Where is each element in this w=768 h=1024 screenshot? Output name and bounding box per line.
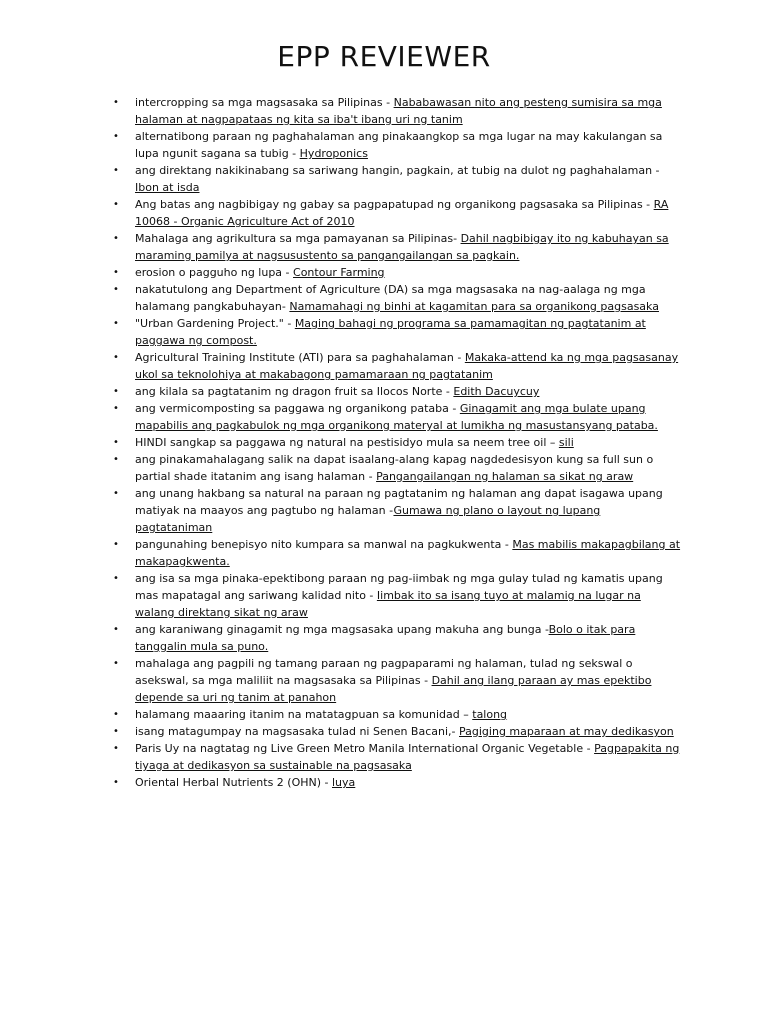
list-item: [113, 349, 681, 383]
question-text: Paris Uy na nagtatag ng Live Green Metro Manila International Organic Vegetable -: [135, 742, 595, 755]
bullet-icon: •: [113, 403, 119, 414]
bullet-icon: •: [113, 352, 119, 363]
answer-text: Makaka-attend ka ng mga pagsasanay ukol sa teknolohiya at makabagong pamamaraan ng pagtatanim: [135, 351, 679, 381]
list-item: [113, 706, 681, 723]
bullet-icon: •: [113, 573, 119, 584]
answer-text: talong: [472, 708, 508, 721]
bullet-icon: •: [113, 454, 119, 465]
answer-text: luya: [332, 776, 356, 789]
list-item: [113, 128, 681, 162]
question-text: mahalaga ang pagpili ng tamang paraan ng pagpaparami ng halaman, tulad ng sekswal o asekswal, sa mga maliliit na magsasaka sa Pilipinas -: [135, 657, 633, 687]
bullet-icon: •: [113, 199, 119, 210]
bullet-icon: •: [113, 318, 119, 329]
bullet-icon: •: [113, 726, 119, 737]
list-item: [113, 570, 681, 621]
answer-text: Ibon at isda: [135, 181, 200, 194]
bullet-icon: •: [113, 284, 119, 295]
answer-text: Pangangailangan ng halaman sa sikat ng araw: [376, 470, 634, 483]
question-text: ang pinakamahalagang salik na dapat isaalang-alang kapag nagdedesisyon kung sa full sun o partial shade itatanim ang isang halaman -: [135, 453, 654, 483]
question-text: isang matagumpay na magsasaka tulad ni Senen Bacani,-: [135, 725, 460, 738]
list-item: [113, 315, 681, 349]
question-text: HINDI sangkap sa paggawa ng natural na pestisidyo mula sa neem tree oil –: [135, 436, 559, 449]
list-item: [113, 451, 681, 485]
list-item: [113, 723, 681, 740]
answer-text: sili: [558, 436, 574, 449]
list-item: [113, 655, 681, 706]
answer-text: Maging bahagi ng programa sa pamamagitan ng pagtatanim at paggawa ng compost.: [135, 317, 646, 347]
list-item: [113, 536, 681, 570]
bullet-icon: •: [113, 658, 119, 669]
list-item: [113, 774, 681, 791]
question-text: pangunahing benepisyo nito kumpara sa manwal na pagkukwenta -: [135, 538, 513, 551]
bullet-icon: •: [113, 165, 119, 176]
answer-text: Pagpapakita ng tiyaga at dedikasyon sa sustainable na pagsasaka: [135, 742, 680, 772]
question-text: ang vermicomposting sa paggawa ng organikong pataba -: [135, 402, 460, 415]
list-item: [113, 485, 681, 536]
bullet-icon: •: [113, 386, 119, 397]
question-text: ang unang hakbang sa natural na paraan ng pagtatanim ng halaman ang dapat isagawa upang matiyak na maayos ang pagtubo ng halaman -: [135, 487, 663, 517]
question-text: alternatibong paraan ng paghahalaman ang pinakaangkop sa mga lugar na may kakulangan sa lupa ngunit sagana sa tubig -: [135, 130, 663, 160]
bullet-icon: •: [113, 743, 119, 754]
bullet-icon: •: [113, 233, 119, 244]
question-text: intercropping sa mga magsasaka sa Pilipinas -: [135, 96, 394, 109]
list-item: [113, 94, 681, 128]
answer-text: Gumawa ng plano o layout ng lupang pagtataniman: [135, 504, 601, 534]
list-item: [113, 196, 681, 230]
answer-text: Dahil ang ilang paraan ay mas epektibo depende sa uri ng tanim at panahon: [135, 674, 652, 704]
list-item: [113, 434, 681, 451]
list-item: [113, 383, 681, 400]
question-text: ang direktang nakikinabang sa sariwang hangin, pagkain, at tubig na dulot ng paghahalaman -: [135, 164, 660, 177]
list-item: [113, 281, 681, 315]
bullet-icon: •: [113, 709, 119, 720]
answer-text: Namamahagi ng binhi at kagamitan para sa organikong pagsasaka: [289, 300, 659, 313]
answer-text: Dahil nagbibigay ito ng kabuhayan sa maraming pamilya at nagsusustento sa pangangailangan sa pagkain.: [135, 232, 669, 262]
bullet-icon: •: [113, 437, 119, 448]
question-text: Ang batas ang nagbibigay ng gabay sa pagpapatupad ng organikong pagsasaka sa Pilipinas -: [135, 198, 654, 211]
question-text: Agricultural Training Institute (ATI) para sa paghahalaman -: [135, 351, 465, 364]
answer-text: RA 10068 - Organic Agriculture Act of 2010: [135, 198, 669, 228]
bullet-icon: •: [113, 777, 119, 788]
question-text: "Urban Gardening Project." -: [135, 317, 295, 330]
list-item: [113, 230, 681, 264]
list-item: [113, 162, 681, 196]
bullet-icon: •: [113, 97, 119, 108]
question-text: ang karaniwang ginagamit ng mga magsasaka upang makuha ang bunga -: [135, 623, 549, 636]
bullet-icon: •: [113, 539, 119, 550]
reviewer-list: [113, 94, 681, 791]
question-text: nakatutulong ang Department of Agriculture (DA) sa mga magsasaka na nag-aalaga ng mga halamang pangkabuhayan-: [135, 283, 646, 313]
answer-text: Nababawasan nito ang pesteng sumisira sa mga halaman at nagpapataas ng kita sa iba't ibang uri ng tanim: [135, 96, 662, 126]
list-item: [113, 400, 681, 434]
bullet-icon: •: [113, 624, 119, 635]
question-text: Oriental Herbal Nutrients 2 (OHN) -: [135, 776, 332, 789]
answer-text: Contour Farming: [293, 266, 385, 279]
answer-text: Bolo o itak para tanggalin mula sa puno.: [135, 623, 636, 653]
question-text: halamang maaaring itanim na matatagpuan sa komunidad –: [135, 708, 473, 721]
list-item: [113, 264, 681, 281]
page-title: EPP REVIEWER: [277, 40, 491, 73]
bullet-icon: •: [113, 131, 119, 142]
bullet-icon: •: [113, 267, 119, 278]
answer-text: Edith Dacuycuy: [453, 385, 540, 398]
answer-text: Hydroponics: [299, 147, 368, 160]
answer-text: Ginagamit ang mga bulate upang mapabilis ang pagkabulok ng mga organikong materyal at lumikha ng masustansyang pataba.: [135, 402, 658, 432]
bullet-icon: •: [113, 488, 119, 499]
question-text: ang kilala sa pagtatanim ng dragon fruit sa Ilocos Norte -: [135, 385, 454, 398]
answer-text: Mas mabilis makapagbilang at makapagkwenta.: [135, 538, 681, 568]
list-item: [113, 740, 681, 774]
question-text: erosion o pagguho ng lupa -: [135, 266, 294, 279]
list-item: [113, 621, 681, 655]
question-text: ang isa sa mga pinaka-epektibong paraan ng pag-iimbak ng mga gulay tulad ng kamatis upang mas mapatagal ang sariwang kalidad nito -: [135, 572, 663, 602]
answer-text: Iimbak ito sa isang tuyo at malamig na lugar na walang direktang sikat ng araw: [135, 589, 641, 619]
question-text: Mahalaga ang agrikultura sa mga pamayanan sa Pilipinas-: [135, 232, 461, 245]
answer-text: Pagiging maparaan at may dedikasyon: [459, 725, 674, 738]
